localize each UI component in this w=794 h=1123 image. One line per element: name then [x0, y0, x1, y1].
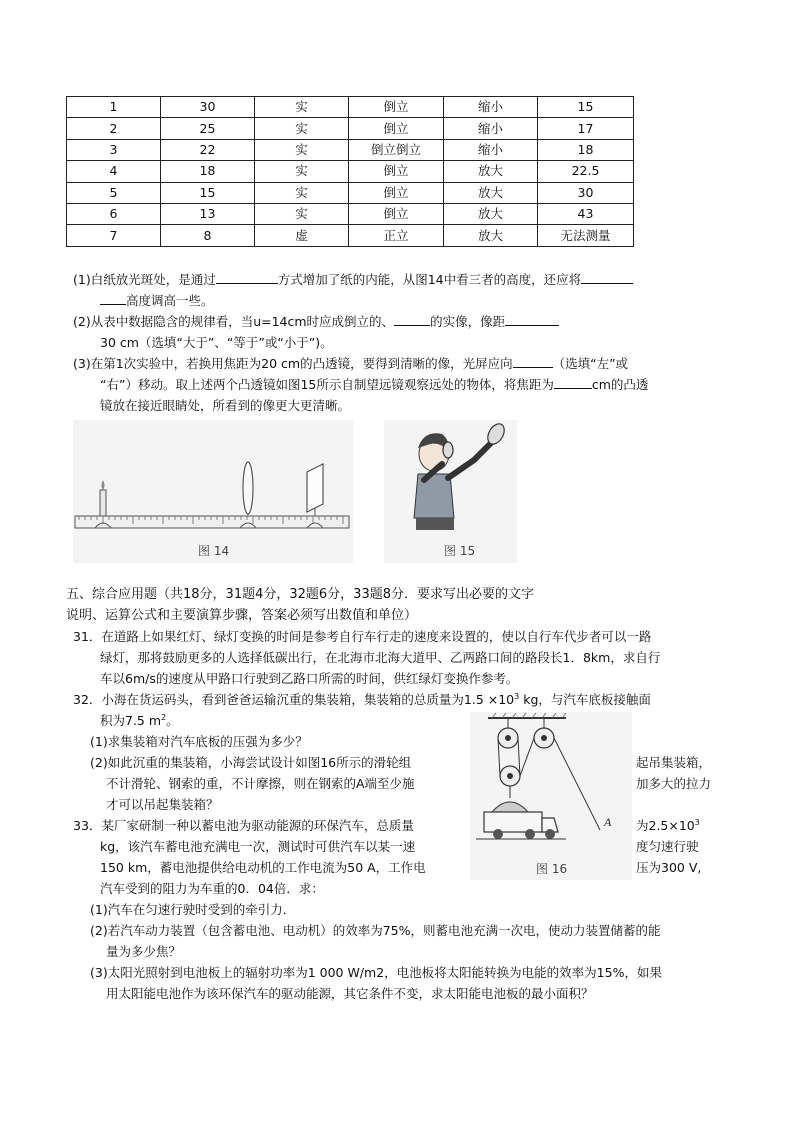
q33-line3-right: 压为300 V, [636, 860, 702, 875]
figure-16 [470, 712, 632, 880]
convex-lens-icon [243, 462, 253, 514]
section5-heading-line1: 五、综合应用题（共18分，31题4分，32题6分，33题8分．要求写出必要的文字 [66, 587, 534, 602]
q1-text-c: 高度调高一些。 [126, 293, 214, 308]
q32-sub2-line2-right: 加多大的拉力 [636, 776, 712, 791]
q32-sub2-line3: 才可以吊起集装箱？ [106, 797, 219, 812]
q1-blank-2 [581, 270, 633, 284]
q3-text-d: cm的凸透 [591, 377, 649, 392]
table-cell: 倒立 [349, 118, 444, 139]
table-row [67, 118, 634, 139]
q2-text-b: 的实像，像距 [430, 314, 506, 329]
q32-text-2-end: 。 [166, 713, 179, 728]
q32-line2 [100, 710, 179, 731]
q1-line2 [100, 290, 214, 311]
table-cell: 22.5 [538, 161, 634, 182]
table-cell: 放大 [444, 225, 538, 246]
table-cell: 18 [161, 161, 255, 182]
table-cell: 正立 [349, 225, 444, 246]
q32-sub2-line1-right: 起吊集装箱， [636, 755, 712, 770]
q2-blank-2 [505, 312, 559, 326]
table-cell: 无法测量 [538, 225, 634, 246]
figure-15 [384, 420, 517, 563]
table-cell: 放大 [444, 182, 538, 203]
container-load-icon [492, 802, 528, 812]
q33-line3: 150 km，蓄电池提供给电动机的工作电流为50 A，工作电 [100, 860, 426, 875]
q33-line4: 汽车受到的阻力为车重的0．04倍．求： [100, 881, 324, 896]
section5-heading-line2: 说明、运算公式和主要演算步骤，答案必须写出数值和单位） [66, 608, 418, 623]
experiment-table-body [67, 97, 634, 247]
table-cell: 放大 [444, 203, 538, 224]
pulley-crane-illustration [470, 712, 632, 880]
table-cell: 18 [538, 139, 634, 160]
q32-text-1-end: kg，与汽车底板接触面 [519, 692, 651, 707]
figure-14-caption: 图 14 [198, 544, 230, 558]
q2-line2 [100, 332, 333, 353]
q3-blank-2 [554, 375, 592, 389]
q32-text-1: 32．小海在货运码头，看到爸爸运输沉重的集装箱，集装箱的总质量为1.5 ×10 [73, 692, 515, 707]
table-cell: 7 [67, 225, 161, 246]
q33-sub3-line2: 用太阳能电池作为该环保汽车的驱动能源，其它条件不变，求太阳能电池板的最小面积？ [106, 986, 594, 1001]
table-cell: 倒立倒立 [349, 139, 444, 160]
table-cell: 5 [67, 182, 161, 203]
table-cell: 实 [255, 97, 349, 118]
table-cell: 缩小 [444, 97, 538, 118]
q1-line1 [73, 269, 633, 290]
table-cell: 15 [538, 97, 634, 118]
table-cell: 43 [538, 203, 634, 224]
q33-sup-1: 3 [694, 817, 700, 827]
q32-sub2-line1: (2)如此沉重的集装箱，小海尝试设计如图16所示的滑轮组 [90, 755, 412, 770]
table-cell: 实 [255, 182, 349, 203]
q2-text-a: (2)从表中数据隐含的规律看，当u=14cm时应成倒立的、 [73, 314, 395, 329]
figure-14 [73, 420, 353, 563]
q3-line3 [100, 395, 350, 416]
q1-blank-2-cont [100, 291, 126, 305]
table-cell: 倒立 [349, 97, 444, 118]
truck-wheel-icon [545, 829, 555, 839]
q31-line3: 车以6m/s的速度从甲路口行驶到乙路口所需的时间，供红绿灯变换作参考。 [100, 671, 519, 686]
table-row [67, 161, 634, 182]
pants-icon [416, 518, 454, 530]
q1-blank-1 [216, 270, 278, 284]
q32-line1 [73, 689, 651, 710]
truck-body-icon [484, 812, 542, 832]
eyepiece-lens-icon [443, 442, 453, 458]
figure-16-caption: 图 16 [536, 862, 568, 876]
q1-text-b: 方式增加了纸的内能，从图14中看三者的高度，还应将 [277, 272, 582, 287]
q33-sub2-line2: 量为多少焦？ [106, 944, 182, 959]
q3-line1 [73, 353, 628, 374]
table-cell: 放大 [444, 161, 538, 182]
q31-line1: 31．在道路上如果红灯、绿灯变换的时间是参考自行车行走的速度来设置的，使以自行车代步者可以一路 [73, 629, 652, 644]
table-row [67, 203, 634, 224]
table-cell: 22 [161, 139, 255, 160]
table-cell: 实 [255, 118, 349, 139]
table-cell: 缩小 [444, 118, 538, 139]
table-cell: 实 [255, 161, 349, 182]
candle-icon [100, 490, 106, 516]
table-cell: 30 [538, 182, 634, 203]
q32-text-2: 积为7.5 m [100, 713, 162, 728]
table-cell: 25 [161, 118, 255, 139]
table-cell: 1 [67, 97, 161, 118]
q31-line2: 绿灯，那将鼓励更多的人选择低碳出行，在北海市北海大道甲、乙两路口间的路段长1．8km，求自行 [100, 650, 661, 665]
table-cell: 13 [161, 203, 255, 224]
q33-line1-right [636, 815, 700, 836]
rope-end-label-a: A [604, 815, 612, 829]
q32-sub2-line2: 不计滑轮、钢索的重，不计摩擦，则在钢索的A端至少施 [106, 776, 415, 791]
q3-text-c: “右”）移动。取上述两个凸透镜如图15所示自制望远镜观察远处的物体，将焦距为 [100, 377, 554, 392]
table-row [67, 97, 634, 118]
q33-sub1: (1)汽车在匀速行驶时受到的牵引力． [90, 902, 296, 917]
q2-text-c: 30 cm（选填“大于”、“等于”或“小于”)。 [100, 335, 333, 350]
q33-line2-right: 度匀速行驶 [636, 839, 699, 854]
table-cell: 17 [538, 118, 634, 139]
figure-15-caption: 图 15 [444, 544, 476, 558]
q3-text-e: 镜放在接近眼睛处，所看到的像更大更清晰。 [100, 398, 351, 413]
table-cell: 6 [67, 203, 161, 224]
table-row [67, 182, 634, 203]
q2-line1 [73, 311, 559, 332]
table-cell: 缩小 [444, 139, 538, 160]
q3-blank-1 [513, 354, 553, 368]
q33-sub2-line1: (2)若汽车动力装置（包含蓄电池、电动机）的效率为75%，则蓄电池充满一次电，使动力装置储蓄的能 [90, 923, 661, 938]
q33-line2: kg，该汽车蓄电池充满电一次，测试时可供汽车以某一速 [100, 839, 416, 854]
q33-sub3-line1: (3)太阳光照射到电池板上的辐射功率为1 000 W/m2，电池板将太阳能转换为电能的效率为15%，如果 [90, 965, 662, 980]
table-cell: 倒立 [349, 182, 444, 203]
table-cell: 4 [67, 161, 161, 182]
q32-sup-1: 3 [514, 691, 520, 701]
table-cell: 实 [255, 139, 349, 160]
table-cell: 虚 [255, 225, 349, 246]
truck-wheel-icon [493, 829, 503, 839]
q32-sup-2: 2 [161, 712, 167, 722]
q32-sub1: (1)求集装箱对汽车底板的压强为多少？ [90, 734, 308, 749]
candle-flame-icon [102, 480, 105, 490]
ruler-bar [75, 516, 349, 528]
table-cell: 2 [67, 118, 161, 139]
q3-text-b: （选填“左”或 [552, 356, 629, 371]
table-cell: 倒立 [349, 161, 444, 182]
q33-line1: 33．某厂家研制一种以蓄电池为驱动能源的环保汽车，总质量 [73, 818, 414, 833]
q1-text-a: (1)白纸放光斑处，是通过 [73, 272, 216, 287]
table-row [67, 225, 634, 246]
table-cell: 实 [255, 203, 349, 224]
truck-wheel-icon [525, 829, 535, 839]
table-cell: 3 [67, 139, 161, 160]
table-cell: 倒立 [349, 203, 444, 224]
q33-line1-right-text: 为2.5×10 [636, 818, 695, 833]
table-cell: 8 [161, 225, 255, 246]
experiment-table [66, 96, 634, 247]
table-row [67, 139, 634, 160]
table-cell: 30 [161, 97, 255, 118]
q2-blank-1 [394, 312, 430, 326]
q3-text-a: (3)在第1次实验中，若换用焦距为20 cm的凸透镜，要得到清晰的像，光屏应向 [73, 356, 513, 371]
table-cell: 15 [161, 182, 255, 203]
q3-line2 [100, 374, 648, 395]
light-screen-icon [307, 464, 323, 512]
